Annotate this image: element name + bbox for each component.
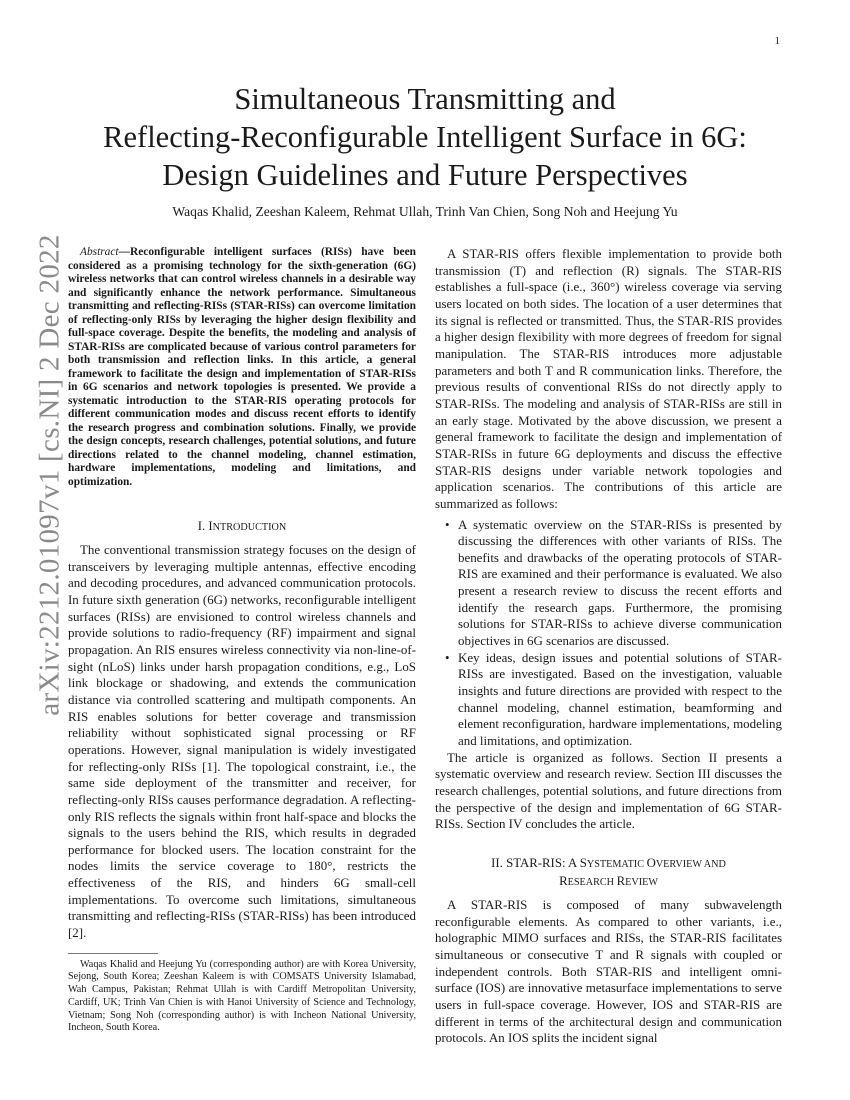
abstract-text: —Reconfigurable intelligent surfaces (RISs) have been considered as a promising technology for the sixth-generation (6G) wireless networks that can control wireless channels in a desirable way and significantly enhance the network performance. Simultaneous transmitting and reflecting-RISs (STAR-RISs) can overcome limitation of reflecting-only RISs by leveraging the higher design flexibility and full-space coverage. Despite the benefits, the modeling and analysis of STAR-RISs are complicated because of various control parameters for both transmission and reflection links. In this article, a general framework to facilitate the design and implementation of STAR-RISs in 6G scenarios and network topologies is presented. We provide a systematic introduction to the STAR-RIS operating protocols for different communication modes and discuss recent efforts to identify the research progress and combination solutions. Finally, we provide the design concepts, research challenges, potential solutions, and future directions related to the channel modeling, channel estimation, hardware implementations, modeling and limitations, and optimization. bbox=[68, 246, 416, 488]
page-number: 1 bbox=[774, 35, 780, 47]
paper-title bbox=[60, 80, 790, 194]
organization-paragraph: The article is organized as follows. Section II presents a systematic overview and research review. Section III discusses the research challenges, potential solutions, and future directions from the perspective of the design and implementation of 6G STAR-RISs. Section IV concludes the article. bbox=[435, 749, 782, 832]
right-column bbox=[435, 246, 782, 1047]
abstract-label: Abstract bbox=[80, 246, 119, 258]
left-column bbox=[68, 246, 416, 1035]
title-line-2: Reflecting-Reconfigurable Intelligent Surface in 6G: bbox=[103, 120, 747, 154]
abstract bbox=[68, 246, 416, 489]
title-line-1: Simultaneous Transmitting and bbox=[234, 82, 616, 116]
contribution-item: • Key ideas, design issues and potential solutions of STAR-RISs are investigated. Based on the investigation, valuable insights and future directions are provided with respect to the channel modeling, channel estimation, beamforming and element reconfiguration, hardware implementations, modeling and limitations, and optimization. bbox=[458, 650, 782, 750]
title-line-3: Design Guidelines and Future Perspectives bbox=[162, 158, 688, 192]
contributions-list bbox=[435, 517, 782, 750]
star-ris-intro-paragraph: A STAR-RIS offers flexible implementation to provide both transmission (T) and reflection (R) signals. The STAR-RIS establishes a full-space (i.e., 360°) wireless coverage via serving users located on both sides. The location of a user determines that its signal is reflected or transmitted. Thus, the STAR-RIS provides a higher design flexibility with more degrees of freedom for signal manipulation. The STAR-RIS introduces more adjustable parameters and both T and R communication links. Therefore, the previous results of conventional RISs do not directly apply to STAR-RISs. The modeling and analysis of STAR-RISs are still in an early stage. Motivated by the above discussion, we present a general framework to facilitate the design and implementation of STAR-RISs in future 6G deployments and discuss the effective STAR-RIS designs under variable network topologies and application scenarios. The contributions of this article are summarized as follows: bbox=[435, 246, 782, 511]
author-affiliations-footnote: Waqas Khalid and Heejung Yu (corresponding author) are with Korea University, Sejong, South Korea; Zeeshan Kaleem is with COMSATS University Islamabad, Wah Campus, Pakistan; Rehmat Ullah is with Cardiff Metropolitan University, Cardiff, UK; Trinh Van Chien is with Hanoi University of Science and Technology, Vietnam; Song Noh (corresponding author) is with Incheon National University, Incheon, South Korea. bbox=[68, 958, 416, 1034]
arxiv-id: arXiv:2212.01097v1 [cs.NI] 2 Dec 2022 bbox=[33, 234, 66, 716]
author-list: Waqas Khalid, Zeeshan Kaleem, Rehmat Ullah, Trinh Van Chien, Song Noh and Heejung Yu bbox=[172, 204, 678, 219]
intro-paragraph: The conventional transmission strategy focuses on the design of transceivers by leveraging multiple antennas, effective encoding and decoding procedures, and advanced communication protocols. In future sixth generation (6G) networks, reconfigurable intelligent surfaces (RISs) are envisioned to control wireless channels and provide solutions to radio-frequency (RF) impairment and signal propagation. An RIS ensures wireless connectivity via non-line-of-sight (nLoS) links under harsh propagation conditions, e.g., LoS link blockage or shadowing, and extends the communication distance via controlled scattering and multipath components. An RIS enables solutions for better coverage and transmission reliability without sophisticated signal processing or RF operations. However, signal manipulation is widely investigated for reflecting-only RISs [1]. The topological constraint, i.e., the same side deployment of the transmitter and receiver, for reflecting-only RISs causes performance degradation. A reflecting-only RIS reflects the signals within front half-space and blocks the signals to the users behind the RIS, which results in degraded performance for blocked users. The location constraint for the nodes limits the service coverage to 180°, restricts the effectiveness of the RIS, and hinders 6G small-cell implementations. To overcome such limitations, simultaneous transmitting and reflecting-RISs (STAR-RISs) has been introduced [2]. bbox=[68, 542, 416, 941]
section-2-heading: II. STAR-RIS: A SYSTEMATIC OVERVIEW AND RESEARCH REVIEW bbox=[491, 855, 726, 888]
section-1-heading: I. INTRODUCTION bbox=[197, 519, 287, 533]
section-2-paragraph: A STAR-RIS is composed of many subwavelength reconfigurable elements. As compared to other variants, i.e., holographic MIMO surfaces and RISs, the STAR-RIS facilitates simultaneous or consecutive T and R signals with coupled or independent controls. Both STAR-RIS and intelligent omni-surface (IOS) are innovative metasurface implementations to serve users in full-space coverage. However, IOS and STAR-RIS are different in terms of the architectural design and communication protocols. An IOS splits the incident signal bbox=[435, 896, 782, 1046]
contribution-item: • A systematic overview on the STAR-RISs is presented by discussing the differences with other variants of RISs. The benefits and drawbacks of the operating protocols of STAR-RIS are examined and their performance is evaluated. We also present a research review to discuss the recent efforts and identify the research gaps. Furthermore, the promising solutions for STAR-RISs to achieve diverse communication objectives in 6G scenarios are discussed. bbox=[458, 517, 782, 650]
